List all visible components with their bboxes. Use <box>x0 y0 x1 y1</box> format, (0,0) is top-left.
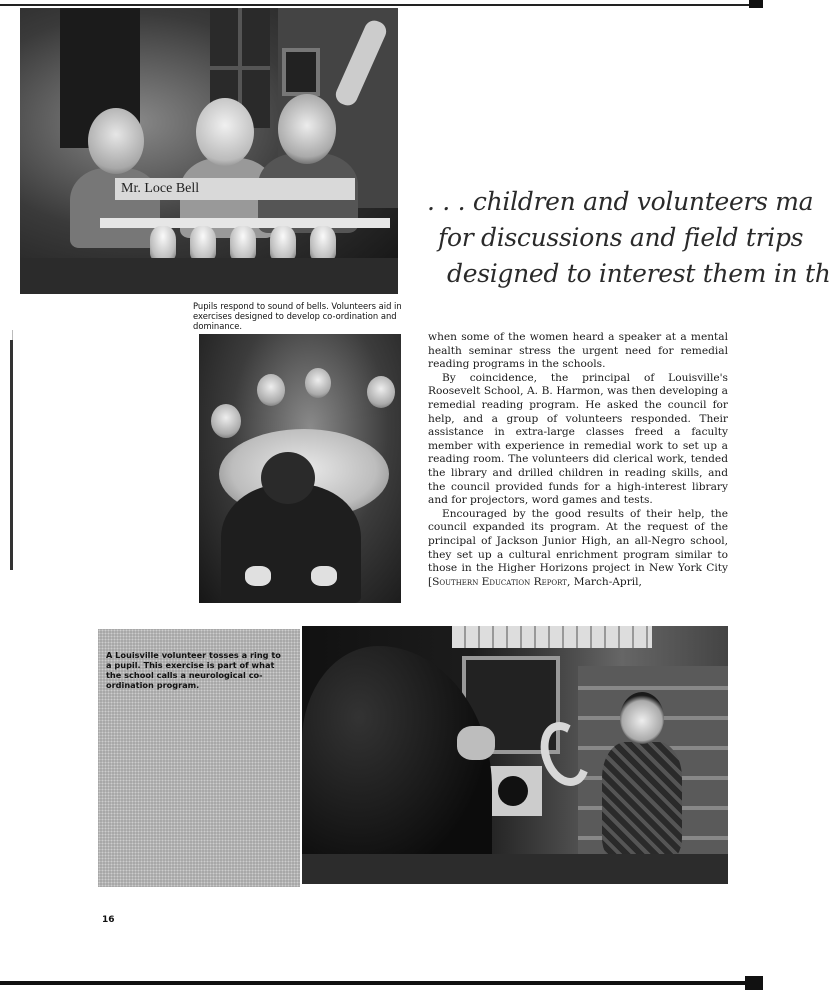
pull-quote-line: for discussions and field trips <box>438 223 804 252</box>
photo-children-bells <box>20 8 398 294</box>
photo-ring-toss <box>302 626 728 884</box>
photo-bell <box>310 226 336 260</box>
photo-hand <box>457 726 495 760</box>
bottom-rule-end <box>745 976 763 990</box>
photo-table <box>20 258 398 294</box>
pull-quote <box>420 184 831 296</box>
photo-cup <box>311 566 337 586</box>
top-rule <box>0 4 763 6</box>
photo-target <box>498 776 528 806</box>
photo-child-head <box>257 374 285 406</box>
scan-margin-bar <box>10 340 13 570</box>
photo-alphabet-board <box>452 626 652 648</box>
top-rule-end <box>749 0 763 8</box>
caption-top-photo: Pupils respond to sound of bells. Volunteers aid in exercises designed to develop co-ordination and dominance. <box>193 301 402 331</box>
bottom-rule <box>0 981 750 985</box>
photo-bell <box>230 226 256 260</box>
pull-quote-line: designed to interest them in th <box>447 259 831 288</box>
photo-picture-frame <box>282 48 320 96</box>
article-paragraph: By coincidence, the principal of Louisville's Roosevelt School, A. B. Harmon, was then developing a remedial reading program. He asked the council for help, and a group of volunteers responded. Their assistance in extra-large classes freed a faculty member with experience in remedial work to set up a reading room. The volunteers did clerical work, tended the library and drilled children in reading skills, and the council provided funds for a high-interest library and for projectors, word games and tests. <box>428 371 728 507</box>
photo-girl-body <box>602 742 682 862</box>
photo-child-head <box>196 98 254 166</box>
photo-child-head <box>88 108 144 174</box>
article-body <box>428 331 728 589</box>
photo-bell <box>150 226 176 260</box>
photo-bell-board-sign: Mr. Loce Bell <box>115 178 355 200</box>
article-paragraph <box>428 508 728 590</box>
photo-floor <box>302 854 728 884</box>
photo-girl-head <box>620 692 664 744</box>
photo-child-head <box>278 94 336 164</box>
pull-quote-line: . . . children and volunteers ma <box>427 187 814 216</box>
article-paragraph: when some of the women heard a speaker at a mental health seminar stress the urgent need for remedial reading programs in the schools. <box>428 331 728 371</box>
photo-child-head <box>305 368 331 398</box>
photo-child-head <box>211 404 241 438</box>
article-paragraph-text: , March-April, <box>566 575 642 588</box>
caption-bottom-photo: A Louisville volunteer tosses a ring to a pupil. This exercise is part of what the school calls a neurological co-ordination program. <box>106 650 281 690</box>
photo-children-table <box>199 334 401 603</box>
photo-bell <box>190 226 216 260</box>
photo-volunteer-head <box>261 452 315 504</box>
publication-name: Southern Education Report <box>432 575 567 588</box>
article-paragraph-text: Encouraged by the good results of their help, the council expanded its program. At the request of the principal of Jackson Junior High, an all-Negro school, they set up a cultural enrichment program similar to those in the Higher Horizons project in New York City [ <box>428 507 728 588</box>
photo-child-head <box>367 376 395 408</box>
page-number: 16 <box>102 915 115 925</box>
photo-bell <box>270 226 296 260</box>
photo-cup <box>245 566 271 586</box>
